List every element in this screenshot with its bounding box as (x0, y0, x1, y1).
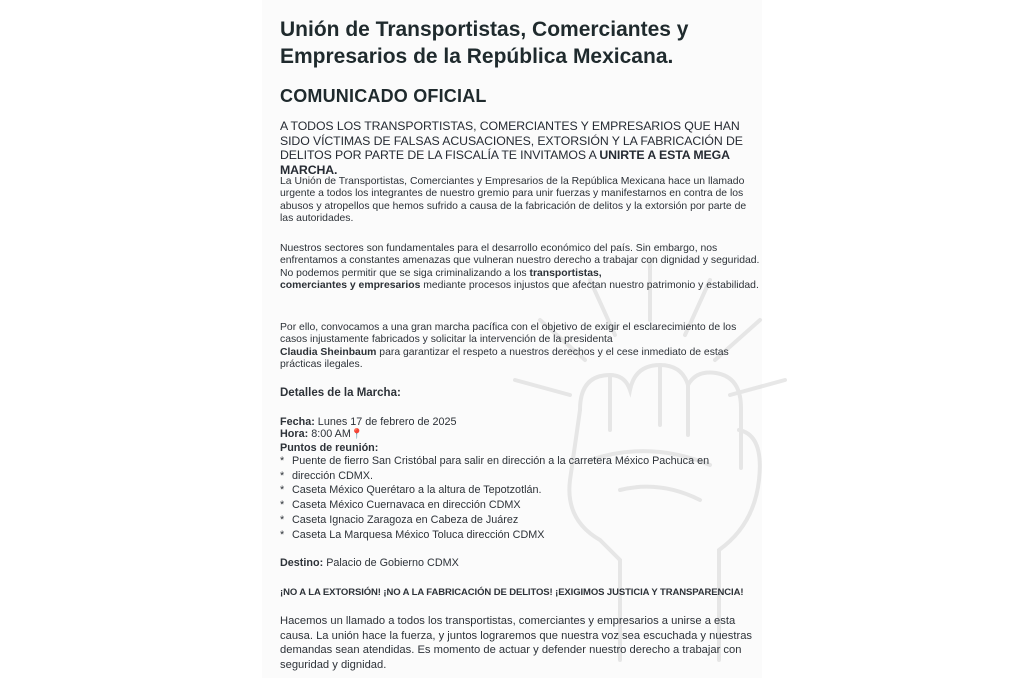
closing-paragraph: Hacemos un llamado a todos los transportistas, comerciantes y empresarios a unirse a esta causa. La unión hace la fuerza, y juntos lograremos que nuestra voz sea escuchada y nuestras demandas sean atendidas. Es momento de actuar y defender nuestro derecho a trabajar con seguridad y dignidad. (280, 615, 753, 671)
fecha-label: Fecha: (280, 416, 315, 428)
details-heading: Detalles de la Marcha: (280, 387, 401, 399)
destino-line (280, 557, 459, 569)
paragraph-2-bold2: comerciantes y empresarios (280, 279, 421, 291)
fecha-value: Lunes 17 de febrero de 2025 (314, 416, 457, 428)
paragraph-3-part1: Por ello, convocamos a una gran marcha pacífica con el objetivo de exigir el esclarecimiento de los casos injustamente fabricados y solicitar la intervención de la presidenta (280, 322, 737, 346)
lead-text: A TODOS LOS TRANSPORTISTAS, COMERCIANTES Y EMPRESARIOS QUE HAN SIDO VÍCTIMAS DE FALSAS ACUSACIONES, EXTORSIÓN Y LA FABRICACIÓN DE DELITOS POR PARTE DE LA FISCALÍA TE INVITAMOS A (280, 119, 743, 162)
list-item: * Caseta La Marquesa México Toluca dirección CDMX (280, 529, 760, 541)
fecha-line (280, 416, 760, 428)
puntos-label: Puntos de reunión: (280, 441, 379, 454)
destino-value: Palacio de Gobierno CDMX (323, 557, 459, 569)
hora-line (280, 428, 760, 441)
slogan: ¡NO A LA EXTORSIÓN! ¡NO A LA FABRICACIÓN DE DELITOS! ¡EXIGIMOS JUSTICIA Y TRANSPARENCIA! (280, 587, 744, 598)
destino-label: Destino: (280, 557, 324, 569)
meeting-points-list (280, 455, 760, 541)
list-item: * Caseta México Cuernavaca en dirección CDMX (280, 499, 760, 511)
list-item: * Caseta México Querétaro a la altura de Tepotzotlán. (280, 484, 760, 496)
hora-label: Hora: (280, 428, 309, 441)
paragraph-3 (280, 322, 760, 371)
page-title: Unión de Transportistas, Comerciantes y Empresarios de la República Mexicana. (280, 18, 689, 68)
list-item: * dirección CDMX. (280, 470, 760, 482)
paragraph-2-bold1: transportistas, (529, 267, 602, 279)
paragraph-2 (280, 243, 760, 292)
march-details (280, 416, 760, 544)
paragraph-3-part2: para garantizar el respeto a nuestros derechos y el cese inmediato de estas prácticas ilegales. (280, 346, 729, 370)
paragraph-1: La Unión de Transportistas, Comerciantes y Empresarios de la República Mexicana hace un llamado urgente a todos los integrantes de nuestro gremio para unir fuerzas y manifestarnos en contra de los abusos y atropellos que hemos sufrido a causa de la fabricación de delitos y la extorsión por parte de las autoridades. (280, 176, 747, 224)
list-item: * Caseta Ignacio Zaragoza en Cabeza de Juárez (280, 514, 760, 526)
paragraph-2-part1: Nuestros sectores son fundamentales para el desarrollo económico del país. Sin embargo, nos enfrentamos a constantes amenazas que vulneran nuestro derecho a trabajar con dignidad y seguridad. No podemos permitir que se siga criminalizando a los (280, 243, 760, 279)
hora-value: 8:00 AM (308, 428, 351, 441)
lead-paragraph (280, 119, 760, 177)
list-item: * Puente de fierro San Cristóbal para salir en dirección a la carretera México Pachuca en (280, 455, 760, 467)
location-pin-icon: 📍 (350, 429, 364, 441)
paragraph-3-bold: Claudia Sheinbaum (280, 346, 377, 358)
subtitle: COMUNICADO OFICIAL (280, 86, 487, 106)
lead-highlight: UNIRTE A ESTA MEGA MARCHA. (280, 148, 730, 177)
paragraph-2-part2: mediante procesos injustos que afectan nuestro patrimonio y estabilidad. (420, 279, 759, 291)
